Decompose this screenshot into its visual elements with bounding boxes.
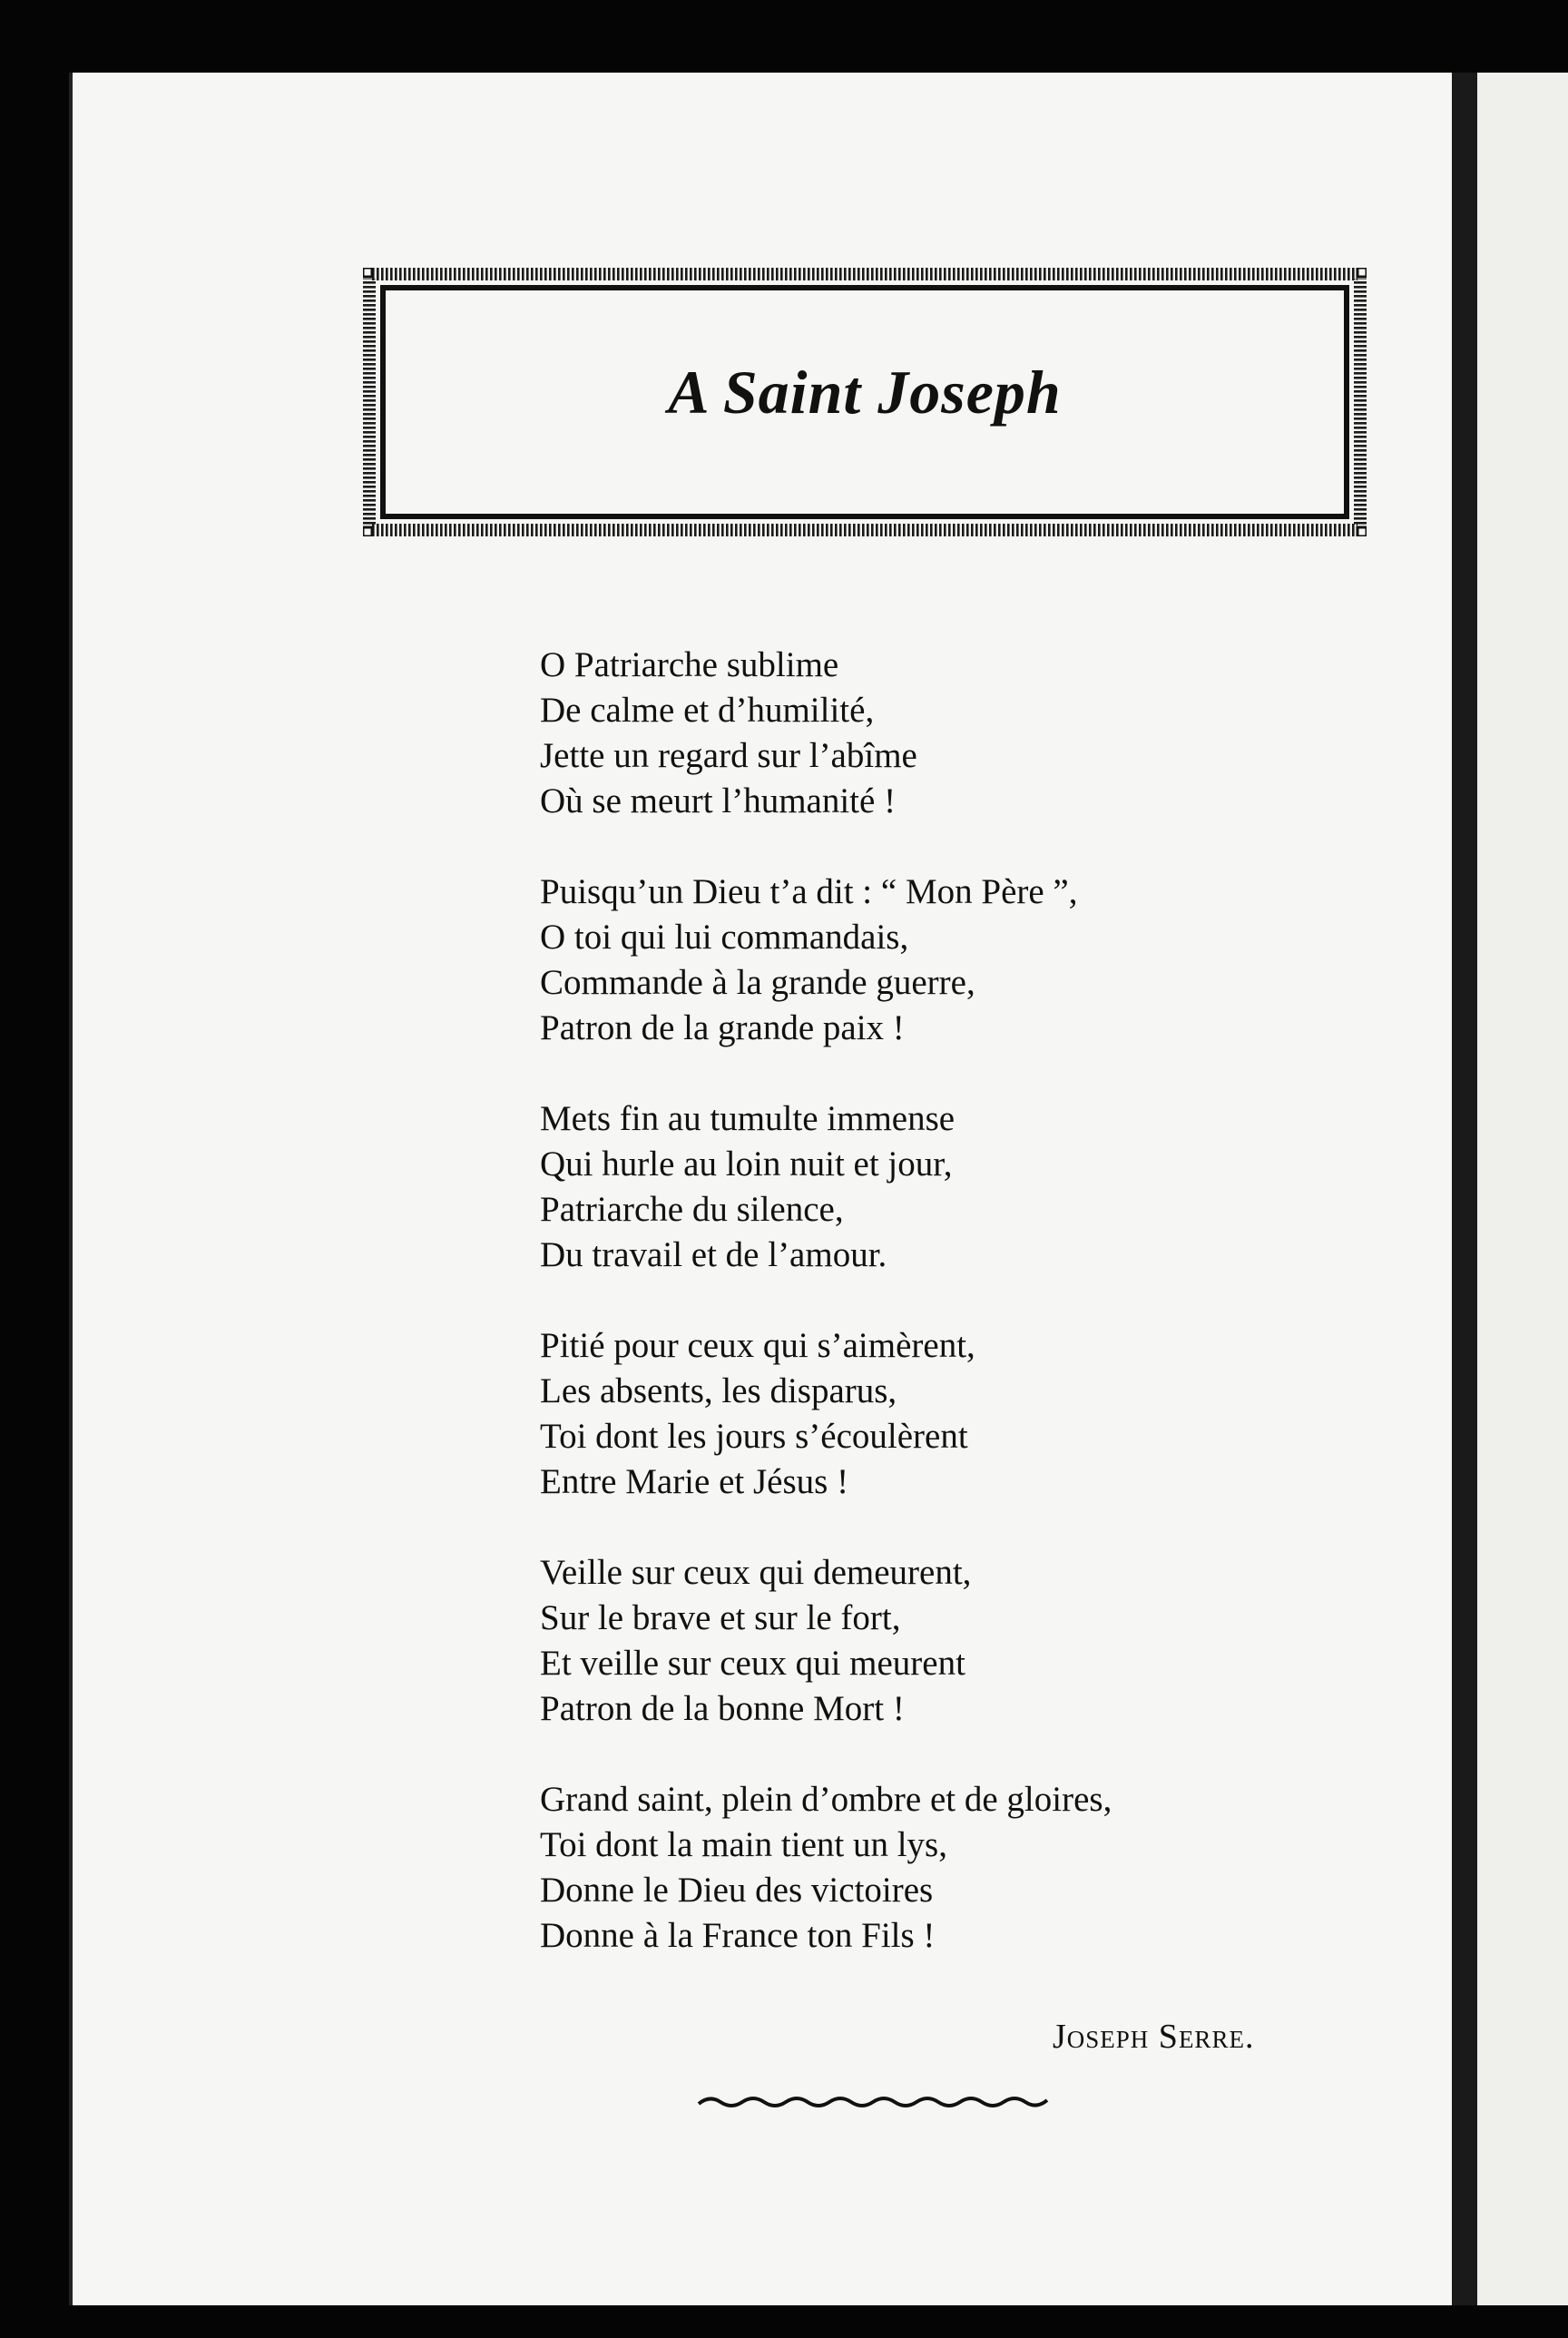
poem-line: Grand saint, plein d’ombre et de gloires, bbox=[540, 1780, 1112, 1819]
poem-title: A Saint Joseph bbox=[668, 358, 1062, 427]
poem-line: Patron de la grande paix ! bbox=[540, 1008, 905, 1047]
poem-line: Commande à la grande guerre, bbox=[540, 963, 975, 1002]
poem-line: Où se meurt l’humanité ! bbox=[540, 781, 897, 820]
poem-line: Toi dont les jours s’écoulèrent bbox=[540, 1417, 968, 1456]
poem-line: Entre Marie et Jésus ! bbox=[540, 1462, 849, 1501]
poem-line: Pitié pour ceux qui s’aimèrent, bbox=[540, 1326, 975, 1365]
poem-line: O toi qui lui commandais, bbox=[540, 918, 909, 957]
poem-line: Donne le Dieu des victoires bbox=[540, 1871, 934, 1910]
adjacent-page-edge bbox=[1477, 73, 1568, 2305]
poem-line: Mets fin au tumulte immense bbox=[540, 1099, 956, 1138]
poem-line: O Patriarche sublime bbox=[540, 645, 839, 684]
poem-line: Qui hurle au loin nuit et jour, bbox=[540, 1144, 953, 1184]
poem-line: Veille sur ceux qui demeurent, bbox=[540, 1553, 972, 1592]
stanza bbox=[540, 643, 1266, 824]
poem-line: Du travail et de l’amour. bbox=[540, 1235, 887, 1274]
poem-line: Donne à la France ton Fils ! bbox=[540, 1916, 936, 1955]
poem-line: De calme et d’humilité, bbox=[540, 691, 875, 730]
poem-line: Jette un regard sur l’abîme bbox=[540, 736, 917, 775]
poem-line: Et veille sur ceux qui meurent bbox=[540, 1644, 965, 1683]
poem-line: Puisqu’un Dieu t’a dit : “ Mon Père ”, bbox=[540, 872, 1078, 911]
title-frame bbox=[363, 268, 1367, 536]
stanza bbox=[540, 1323, 1266, 1505]
poem-line: Patriarche du silence, bbox=[540, 1190, 844, 1229]
page-gutter bbox=[1452, 73, 1477, 2305]
wavy-divider-ornament bbox=[697, 2089, 1049, 2115]
stanza bbox=[540, 1550, 1266, 1732]
poem-line: Toi dont la main tient un lys, bbox=[540, 1825, 947, 1864]
poem-line: Sur le brave et sur le fort, bbox=[540, 1598, 901, 1637]
page bbox=[69, 73, 1455, 2305]
stanza bbox=[540, 869, 1266, 1051]
poem-line: Patron de la bonne Mort ! bbox=[540, 1689, 905, 1728]
poem-body bbox=[540, 643, 1266, 2004]
stanza bbox=[540, 1096, 1266, 1278]
stanza bbox=[540, 1777, 1266, 1959]
author-signature: Joseph Serre. bbox=[1053, 2018, 1255, 2056]
poem-line: Les absents, les disparus, bbox=[540, 1371, 897, 1410]
